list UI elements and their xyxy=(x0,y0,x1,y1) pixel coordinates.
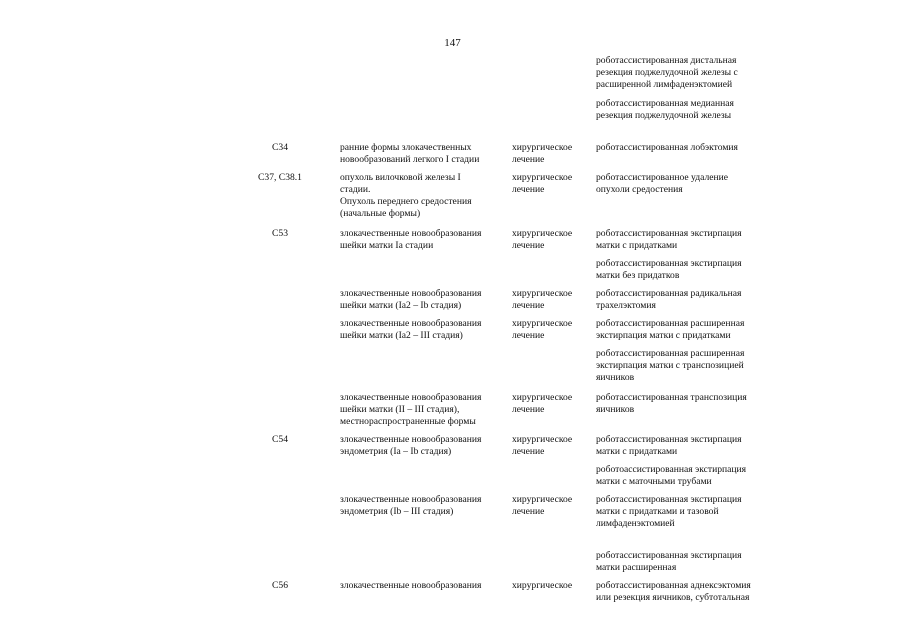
row-method-line: роботассистированное удаление xyxy=(596,172,729,183)
row-treatment-line: хирургическое xyxy=(512,288,573,299)
row-treatment-line: хирургическое xyxy=(512,318,573,329)
row-diagnosis-line: злокачественные новообразования xyxy=(340,228,482,239)
row-diagnosis-line: шейки матки Ia стадии xyxy=(340,240,434,251)
row-method-line: матки расширенная xyxy=(596,562,677,573)
row-diagnosis-line: новообразований легкого I стадии xyxy=(340,154,480,165)
row-diagnosis-line: (начальные формы) xyxy=(340,208,421,219)
row-treatment-line: хирургическое xyxy=(512,172,573,183)
page-number: 147 xyxy=(444,37,461,49)
row-diagnosis-line: местнораспространенные формы xyxy=(340,416,476,427)
row-treatment-line: хирургическое xyxy=(512,228,573,239)
row-treatment-line: хирургическое xyxy=(512,434,573,445)
row-treatment-line: лечение xyxy=(512,446,545,457)
row-method-line: роботассистированная дистальная xyxy=(596,55,737,66)
row-method-line: роботассистированная медианная xyxy=(596,98,734,109)
row-method-line: или резекция яичников, субтотальная xyxy=(596,592,750,603)
row-code: C54 xyxy=(272,434,288,445)
row-diagnosis-line: злокачественные новообразования xyxy=(340,392,482,403)
row-method-line: опухоли средостения xyxy=(596,184,683,195)
row-method-line: трахелэктомия xyxy=(596,300,656,311)
row-method-line: расширенной лимфаденэктомией xyxy=(596,79,733,90)
row-method-line: роботассистированная транспозиция xyxy=(596,392,747,403)
row-diagnosis-line: опухоль вилочковой железы I xyxy=(340,172,461,183)
row-method-line: матки с маточными трубами xyxy=(596,476,712,487)
row-method-line: матки с придатками xyxy=(596,446,678,457)
row-method-line: экстирпация матки с транспозицией xyxy=(596,360,744,371)
row-method-line: лимфаденэктомией xyxy=(596,518,675,529)
row-method-line: роботассистированная экстирпация xyxy=(596,228,742,239)
row-treatment-line: хирургическое xyxy=(512,142,573,153)
row-diagnosis-line: злокачественные новообразования xyxy=(340,580,482,591)
row-treatment-line: лечение xyxy=(512,330,545,341)
row-method-line: роботассистированная экстирпация xyxy=(596,258,742,269)
row-diagnosis-line: злокачественные новообразования xyxy=(340,288,482,299)
row-method-line: роботассистированная лобэктомия xyxy=(596,142,738,153)
row-treatment-line: лечение xyxy=(512,300,545,311)
row-treatment-line: хирургическое xyxy=(512,580,573,591)
row-method-line: матки без придатков xyxy=(596,270,680,281)
row-method-line: матки с придатками и тазовой xyxy=(596,506,719,517)
row-method-line: резекция поджелудочной железы с xyxy=(596,67,738,78)
row-diagnosis-line: злокачественные новообразования xyxy=(340,434,482,445)
row-diagnosis-line: злокачественные новообразования xyxy=(340,494,482,505)
row-treatment-line: лечение xyxy=(512,404,545,415)
row-diagnosis-line: эндометрия (Ia – Ib стадия) xyxy=(340,446,452,457)
row-method-line: экстирпация матки с придатками xyxy=(596,330,731,341)
row-method-line: роботассистированная аднексэктомия xyxy=(596,580,751,591)
row-method-line: роботассистированная экстирпация xyxy=(596,434,742,445)
row-method-line: яичников xyxy=(596,404,635,415)
row-treatment-line: хирургическое xyxy=(512,392,573,403)
row-diagnosis-line: стадии. xyxy=(340,184,371,195)
row-diagnosis-line: ранние формы злокачественных xyxy=(340,142,472,153)
row-treatment-line: хирургическое xyxy=(512,494,573,505)
row-diagnosis-line: шейки матки (Ia2 – III стадия) xyxy=(340,330,463,341)
row-method-line: яичников xyxy=(596,372,635,383)
row-diagnosis-line: Опухоль переднего средостения xyxy=(340,196,472,207)
row-method-line: роботассистированная радикальная xyxy=(596,288,742,299)
row-treatment-line: лечение xyxy=(512,506,545,517)
row-method-line: роботоассистированная экстирпация xyxy=(596,464,747,475)
row-treatment-line: лечение xyxy=(512,240,545,251)
row-code: C37, C38.1 xyxy=(258,172,302,183)
row-method-line: резекция поджелудочной железы xyxy=(596,110,732,121)
row-diagnosis-line: злокачественные новообразования xyxy=(340,318,482,329)
row-code: C34 xyxy=(272,142,288,153)
row-diagnosis-line: шейки матки (II – III стадия), xyxy=(340,404,460,415)
row-method-line: роботассистированная расширенная xyxy=(596,348,745,359)
row-code: C56 xyxy=(272,580,288,591)
row-code: C53 xyxy=(272,228,288,239)
row-treatment-line: лечение xyxy=(512,184,545,195)
row-method-line: матки с придатками xyxy=(596,240,678,251)
row-diagnosis-line: шейки матки (Ia2 – Ib стадия) xyxy=(340,300,462,311)
row-method-line: роботассистированная экстирпация xyxy=(596,550,742,561)
row-diagnosis-line: эндометрия (Ib – III стадия) xyxy=(340,506,454,517)
row-method-line: роботассистированная экстирпация xyxy=(596,494,742,505)
row-method-line: роботассистированная расширенная xyxy=(596,318,745,329)
row-treatment-line: лечение xyxy=(512,154,545,165)
